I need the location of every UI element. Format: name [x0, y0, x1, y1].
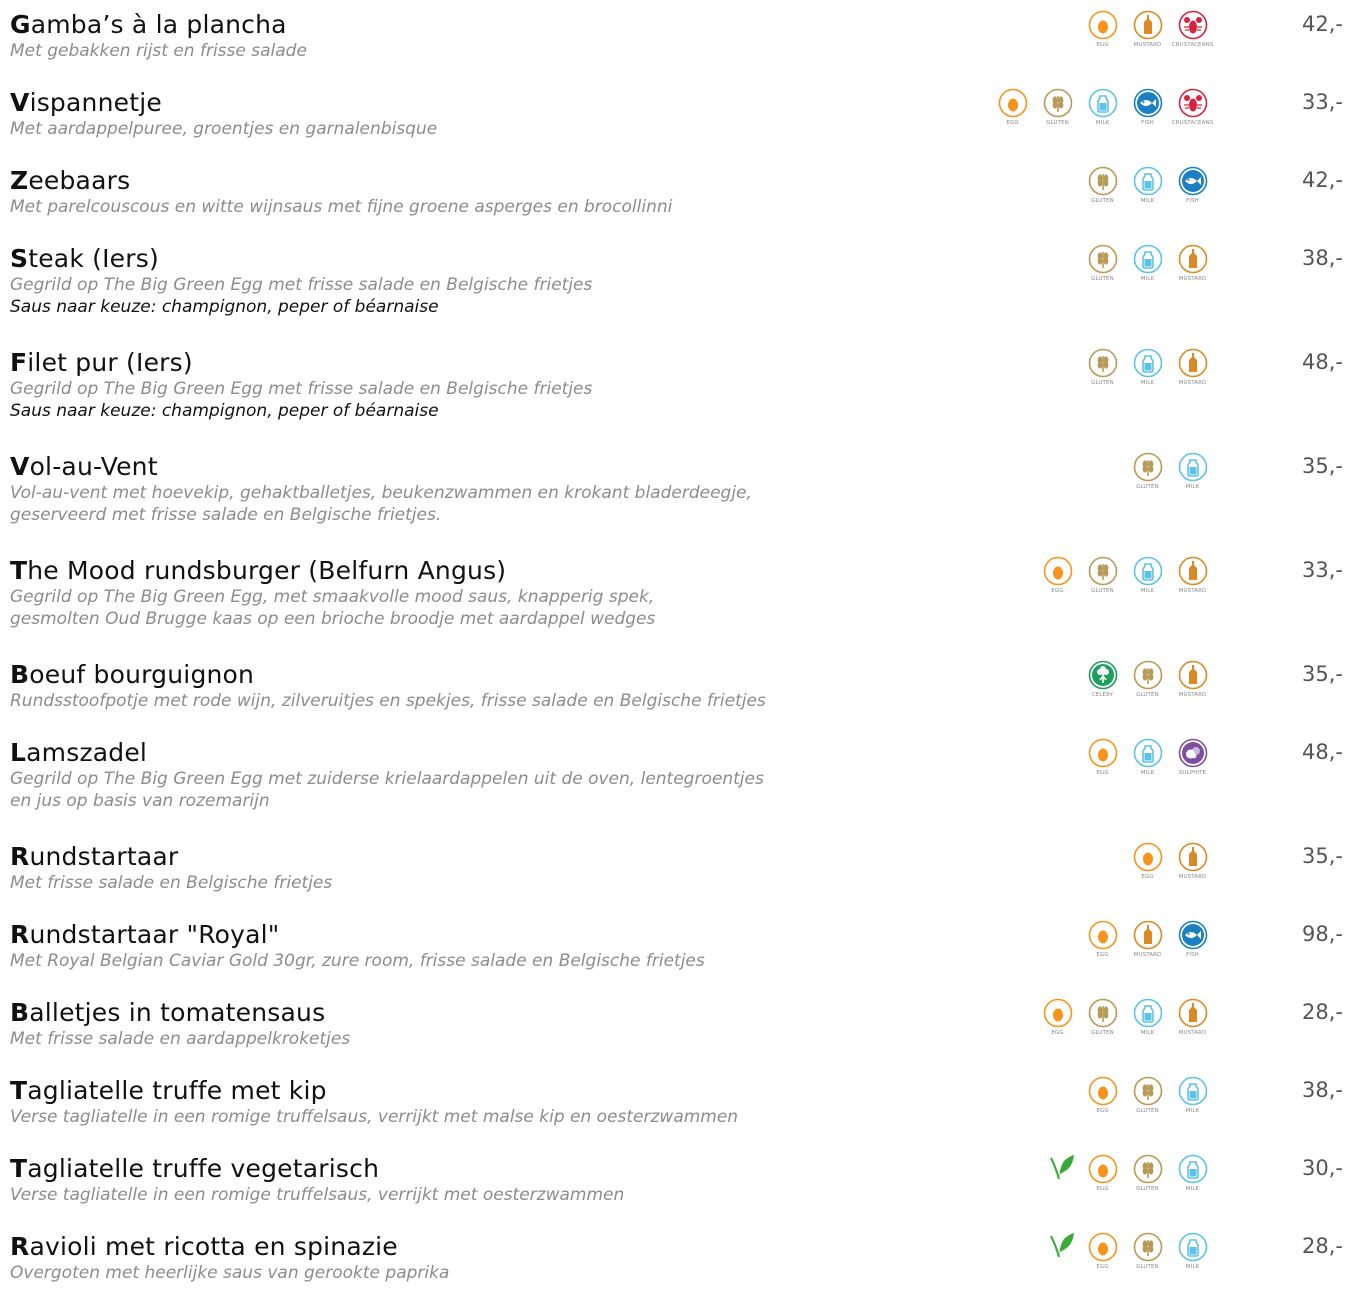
allergen-mustard: [1170, 998, 1215, 1037]
allergen-milk: [1125, 738, 1170, 777]
allergen-gluten: [1035, 88, 1080, 127]
allergen-mustard: [1170, 244, 1215, 283]
egg-icon: [998, 88, 1028, 118]
dish-description: Met frisse salade en Belgische frietjes: [10, 873, 333, 893]
egg-icon: [1088, 10, 1118, 40]
allergen-gluten: [1125, 660, 1170, 699]
allergen-egg: [1080, 920, 1125, 959]
mustard-icon: [1178, 348, 1208, 378]
allergen-label: GLUTEN: [1136, 1264, 1159, 1270]
dish-price: 42,-: [1302, 168, 1343, 192]
dish-description: Met parelcouscous en witte wijnsaus met fijne groene asperges en brocollinni: [10, 197, 673, 217]
menu-item: [10, 166, 1345, 218]
allergen-egg: [990, 88, 1035, 127]
mustard-icon: [1178, 556, 1208, 586]
gluten-icon: [1133, 1232, 1163, 1262]
dish-price: 35,-: [1302, 454, 1343, 478]
dish-price: 38,-: [1302, 246, 1343, 270]
milk-icon: [1133, 244, 1163, 274]
allergen-egg: [1080, 1076, 1125, 1115]
dish-price: 33,-: [1302, 558, 1343, 582]
fish-icon: [1133, 88, 1163, 118]
dish-name-rest: teak (Iers): [28, 244, 159, 273]
dish-name-rest: amba’s à la plancha: [30, 10, 287, 39]
dish-initial: L: [10, 738, 27, 767]
celery-icon: [1088, 660, 1118, 690]
allergen-icons: [1080, 348, 1215, 387]
menu-item: [10, 10, 1345, 62]
allergen-icons: [1080, 920, 1215, 959]
allergen-egg: [1080, 1154, 1125, 1193]
dish-initial: G: [10, 10, 31, 39]
allergen-milk: [1125, 998, 1170, 1037]
allergen-crustaceans: [1170, 88, 1215, 127]
allergen-icons: [1080, 1076, 1215, 1115]
allergen-icons: [1125, 842, 1215, 881]
allergen-label: EGG: [1006, 120, 1019, 126]
milk-icon: [1178, 452, 1208, 482]
menu-item: [10, 660, 1345, 712]
allergen-gluten: [1080, 166, 1125, 205]
allergen-label: MUSTARD: [1133, 42, 1162, 48]
allergen-icons: [1125, 452, 1215, 491]
allergen-label: MILK: [1140, 770, 1155, 776]
dish-initial: B: [10, 998, 30, 1027]
menu-item: [10, 452, 1345, 526]
vegetarian-icon: [1048, 1230, 1076, 1260]
milk-icon: [1133, 998, 1163, 1028]
dish-description: Vol-au-vent met hoevekip, gehaktballetjes, beukenzwammen en krokant bladerdeegje,: [10, 483, 752, 503]
gluten-icon: [1088, 244, 1118, 274]
allergen-icons: [1080, 10, 1215, 49]
allergen-celery: [1080, 660, 1125, 699]
dish-name-rest: alletjes in tomatensaus: [29, 998, 326, 1027]
dish-price: 30,-: [1302, 1156, 1343, 1180]
dish-initial: T: [10, 1154, 28, 1183]
menu-item: [10, 1232, 1345, 1284]
dish-name-rest: ilet pur (Iers): [27, 348, 193, 377]
menu-item: [10, 88, 1345, 140]
dish-description: Rundsstoofpotje met rode wijn, zilveruitjes en spekjes, frisse salade en Belgische frietjes: [10, 691, 766, 711]
egg-icon: [1043, 556, 1073, 586]
allergen-label: MILK: [1140, 198, 1155, 204]
dish-price: 42,-: [1302, 12, 1343, 36]
allergen-label: MUSTARD: [1133, 952, 1162, 958]
menu-item: [10, 842, 1345, 894]
allergen-label: MILK: [1185, 1186, 1200, 1192]
allergen-egg: [1080, 1232, 1125, 1271]
milk-icon: [1133, 348, 1163, 378]
allergen-mustard: [1170, 842, 1215, 881]
allergen-label: MUSTARD: [1178, 380, 1207, 386]
dish-name-rest: undstartaar "Royal": [29, 920, 280, 949]
dish-name-rest: avioli met ricotta en spinazie: [29, 1232, 398, 1261]
dish-name-rest: undstartaar: [29, 842, 179, 871]
allergen-label: GLUTEN: [1136, 484, 1159, 490]
allergen-label: GLUTEN: [1091, 588, 1114, 594]
allergen-egg: [1035, 998, 1080, 1037]
allergen-icons: [1048, 1154, 1215, 1193]
allergen-label: GLUTEN: [1136, 1108, 1159, 1114]
allergen-milk: [1080, 88, 1125, 127]
allergen-milk: [1125, 556, 1170, 595]
dish-price: 48,-: [1302, 350, 1343, 374]
dish-name-rest: oeuf bourguignon: [29, 660, 255, 689]
allergen-label: MILK: [1095, 120, 1110, 126]
sauce-note: Saus naar keuze: champignon, peper of béarnaise: [10, 401, 439, 421]
allergen-label: EGG: [1051, 588, 1064, 594]
egg-icon: [1088, 738, 1118, 768]
allergen-mustard: [1170, 348, 1215, 387]
dish-description: Gegrild op The Big Green Egg, met smaakvolle mood saus, knapperig spek,: [10, 587, 655, 607]
allergen-label: GLUTEN: [1136, 1186, 1159, 1192]
egg-icon: [1088, 1232, 1118, 1262]
fish-icon: [1178, 166, 1208, 196]
allergen-label: MILK: [1185, 484, 1200, 490]
allergen-label: EGG: [1051, 1030, 1064, 1036]
milk-icon: [1178, 1154, 1208, 1184]
dish-price: 98,-: [1302, 922, 1343, 946]
allergen-label: FISH: [1186, 952, 1199, 958]
allergen-mustard: [1170, 660, 1215, 699]
egg-icon: [1088, 920, 1118, 950]
menu-item: [10, 556, 1345, 630]
allergen-gluten: [1080, 244, 1125, 283]
mustard-icon: [1178, 842, 1208, 872]
allergen-icons: [1048, 1232, 1215, 1271]
dish-name-rest: eebaars: [28, 166, 131, 195]
allergen-icons: [1080, 166, 1215, 205]
allergen-label: FISH: [1186, 198, 1199, 204]
egg-icon: [1088, 1076, 1118, 1106]
allergen-label: CRUSTACEANS: [1171, 42, 1214, 48]
gluten-icon: [1133, 452, 1163, 482]
allergen-milk: [1125, 348, 1170, 387]
allergen-label: EGG: [1096, 1186, 1109, 1192]
gluten-icon: [1088, 348, 1118, 378]
allergen-icons: [1080, 660, 1215, 699]
vegetarian-icon: [1048, 1152, 1076, 1182]
allergen-egg: [1080, 10, 1125, 49]
allergen-fish: [1170, 166, 1215, 205]
allergen-label: GLUTEN: [1136, 692, 1159, 698]
egg-icon: [1133, 842, 1163, 872]
allergen-label: MUSTARD: [1178, 276, 1207, 282]
allergen-label: GLUTEN: [1091, 380, 1114, 386]
dish-initial: T: [10, 556, 28, 585]
gluten-icon: [1133, 1154, 1163, 1184]
dish-description: Overgoten met heerlijke saus van gerookte paprika: [10, 1263, 450, 1283]
allergen-label: EGG: [1141, 874, 1154, 880]
dish-initial: R: [10, 920, 30, 949]
allergen-icons: [1080, 244, 1215, 283]
dish-price: 48,-: [1302, 740, 1343, 764]
gluten-icon: [1043, 88, 1073, 118]
allergen-label: EGG: [1096, 952, 1109, 958]
allergen-milk: [1170, 1076, 1215, 1115]
mustard-icon: [1178, 998, 1208, 1028]
dish-initial: V: [10, 88, 30, 117]
allergen-label: MILK: [1140, 380, 1155, 386]
gluten-icon: [1133, 1076, 1163, 1106]
dish-name-rest: ol-au-Vent: [29, 452, 158, 481]
allergen-label: GLUTEN: [1091, 1030, 1114, 1036]
allergen-label: MILK: [1140, 276, 1155, 282]
allergen-icons: [1035, 998, 1215, 1037]
mustard-icon: [1178, 660, 1208, 690]
dish-initial: R: [10, 1232, 30, 1261]
menu-item: [10, 920, 1345, 972]
sauce-note: Saus naar keuze: champignon, peper of béarnaise: [10, 297, 439, 317]
allergen-label: GLUTEN: [1046, 120, 1069, 126]
dish-name-rest: ispannetje: [29, 88, 162, 117]
allergen-egg: [1125, 842, 1170, 881]
egg-icon: [1088, 1154, 1118, 1184]
dish-initial: T: [10, 1076, 28, 1105]
allergen-label: MUSTARD: [1178, 874, 1207, 880]
allergen-label: MUSTARD: [1178, 1030, 1207, 1036]
dish-description: Gegrild op The Big Green Egg met zuiderse krielaardappelen uit de oven, lentegroentjes: [10, 769, 764, 789]
allergen-label: MUSTARD: [1178, 588, 1207, 594]
dish-price: 28,-: [1302, 1234, 1343, 1258]
milk-icon: [1178, 1076, 1208, 1106]
crustaceans-icon: [1178, 88, 1208, 118]
crustaceans-icon: [1178, 10, 1208, 40]
allergen-milk: [1170, 1232, 1215, 1271]
allergen-fish: [1125, 88, 1170, 127]
dish-initial: Z: [10, 166, 29, 195]
mustard-icon: [1133, 10, 1163, 40]
menu-item: [10, 1076, 1345, 1128]
allergen-label: MUSTARD: [1178, 692, 1207, 698]
allergen-gluten: [1125, 1076, 1170, 1115]
dish-initial: B: [10, 660, 30, 689]
allergen-label: EGG: [1096, 1264, 1109, 1270]
allergen-gluten: [1125, 1154, 1170, 1193]
mustard-icon: [1178, 244, 1208, 274]
allergen-gluten: [1125, 452, 1170, 491]
dish-price: 28,-: [1302, 1000, 1343, 1024]
allergen-label: EGG: [1096, 42, 1109, 48]
menu-item: [10, 1154, 1345, 1206]
allergen-mustard: [1125, 920, 1170, 959]
allergen-egg: [1080, 738, 1125, 777]
milk-icon: [1133, 738, 1163, 768]
sulphite-icon: [1178, 738, 1208, 768]
dish-description-line2: en jus op basis van rozemarijn: [10, 791, 270, 811]
milk-icon: [1133, 556, 1163, 586]
dish-description-line2: gesmolten Oud Brugge kaas op een brioche broodje met aardappel wedges: [10, 609, 656, 629]
dish-price: 33,-: [1302, 90, 1343, 114]
allergen-gluten: [1125, 1232, 1170, 1271]
dish-description: Verse tagliatelle in een romige truffelsaus, verrijkt met oesterzwammen: [10, 1185, 625, 1205]
dish-initial: R: [10, 842, 30, 871]
dish-description-line2: geserveerd met frisse salade en Belgische frietjes.: [10, 505, 442, 525]
dish-initial: V: [10, 452, 30, 481]
allergen-gluten: [1080, 998, 1125, 1037]
gluten-icon: [1133, 660, 1163, 690]
allergen-gluten: [1080, 348, 1125, 387]
dish-description: Gegrild op The Big Green Egg met frisse salade en Belgische frietjes: [10, 275, 593, 295]
dish-description: Gegrild op The Big Green Egg met frisse salade en Belgische frietjes: [10, 379, 593, 399]
mustard-icon: [1133, 920, 1163, 950]
dish-initial: F: [10, 348, 28, 377]
allergen-crustaceans: [1170, 10, 1215, 49]
allergen-mustard: [1125, 10, 1170, 49]
allergen-label: MILK: [1185, 1264, 1200, 1270]
dish-description: Verse tagliatelle in een romige truffelsaus, verrijkt met malse kip en oesterzwammen: [10, 1107, 739, 1127]
allergen-label: EGG: [1096, 770, 1109, 776]
allergen-label: EGG: [1096, 1108, 1109, 1114]
allergen-label: FISH: [1141, 120, 1154, 126]
dish-description: Met Royal Belgian Caviar Gold 30gr, zure room, frisse salade en Belgische frietjes: [10, 951, 705, 971]
allergen-milk: [1170, 452, 1215, 491]
dish-name-rest: he Mood rundsburger (Belfurn Angus): [27, 556, 507, 585]
dish-name-rest: amszadel: [26, 738, 148, 767]
allergen-label: GLUTEN: [1091, 198, 1114, 204]
allergen-milk: [1170, 1154, 1215, 1193]
allergen-mustard: [1170, 556, 1215, 595]
dish-price: 38,-: [1302, 1078, 1343, 1102]
dish-price: 35,-: [1302, 662, 1343, 686]
allergen-label: CRUSTACEANS: [1171, 120, 1214, 126]
dish-description: Met gebakken rijst en frisse salade: [10, 41, 307, 61]
milk-icon: [1178, 1232, 1208, 1262]
gluten-icon: [1088, 998, 1118, 1028]
allergen-icons: [1035, 556, 1215, 595]
allergen-label: GLUTEN: [1091, 276, 1114, 282]
gluten-icon: [1088, 166, 1118, 196]
allergen-gluten: [1080, 556, 1125, 595]
dish-description: Met aardappelpuree, groentjes en garnalenbisque: [10, 119, 438, 139]
dish-description: Met frisse salade en aardappelkroketjes: [10, 1029, 351, 1049]
menu-item: [10, 244, 1345, 318]
menu-item: [10, 998, 1345, 1050]
dish-name-rest: agliatelle truffe met kip: [27, 1076, 327, 1105]
menu-item: [10, 348, 1345, 422]
allergen-label: SULPHITE: [1178, 770, 1207, 776]
milk-icon: [1133, 166, 1163, 196]
egg-icon: [1043, 998, 1073, 1028]
allergen-sulphite: [1170, 738, 1215, 777]
dish-initial: S: [10, 244, 29, 273]
allergen-label: CELERY: [1091, 692, 1114, 698]
dish-name-rest: agliatelle truffe vegetarisch: [27, 1154, 380, 1183]
allergen-icons: [990, 88, 1215, 127]
allergen-label: MILK: [1140, 1030, 1155, 1036]
allergen-label: MILK: [1140, 588, 1155, 594]
allergen-icons: [1080, 738, 1215, 777]
milk-icon: [1088, 88, 1118, 118]
allergen-fish: [1170, 920, 1215, 959]
gluten-icon: [1088, 556, 1118, 586]
allergen-milk: [1125, 166, 1170, 205]
fish-icon: [1178, 920, 1208, 950]
allergen-milk: [1125, 244, 1170, 283]
menu-item: [10, 738, 1345, 812]
dish-price: 35,-: [1302, 844, 1343, 868]
allergen-label: MILK: [1185, 1108, 1200, 1114]
allergen-egg: [1035, 556, 1080, 595]
